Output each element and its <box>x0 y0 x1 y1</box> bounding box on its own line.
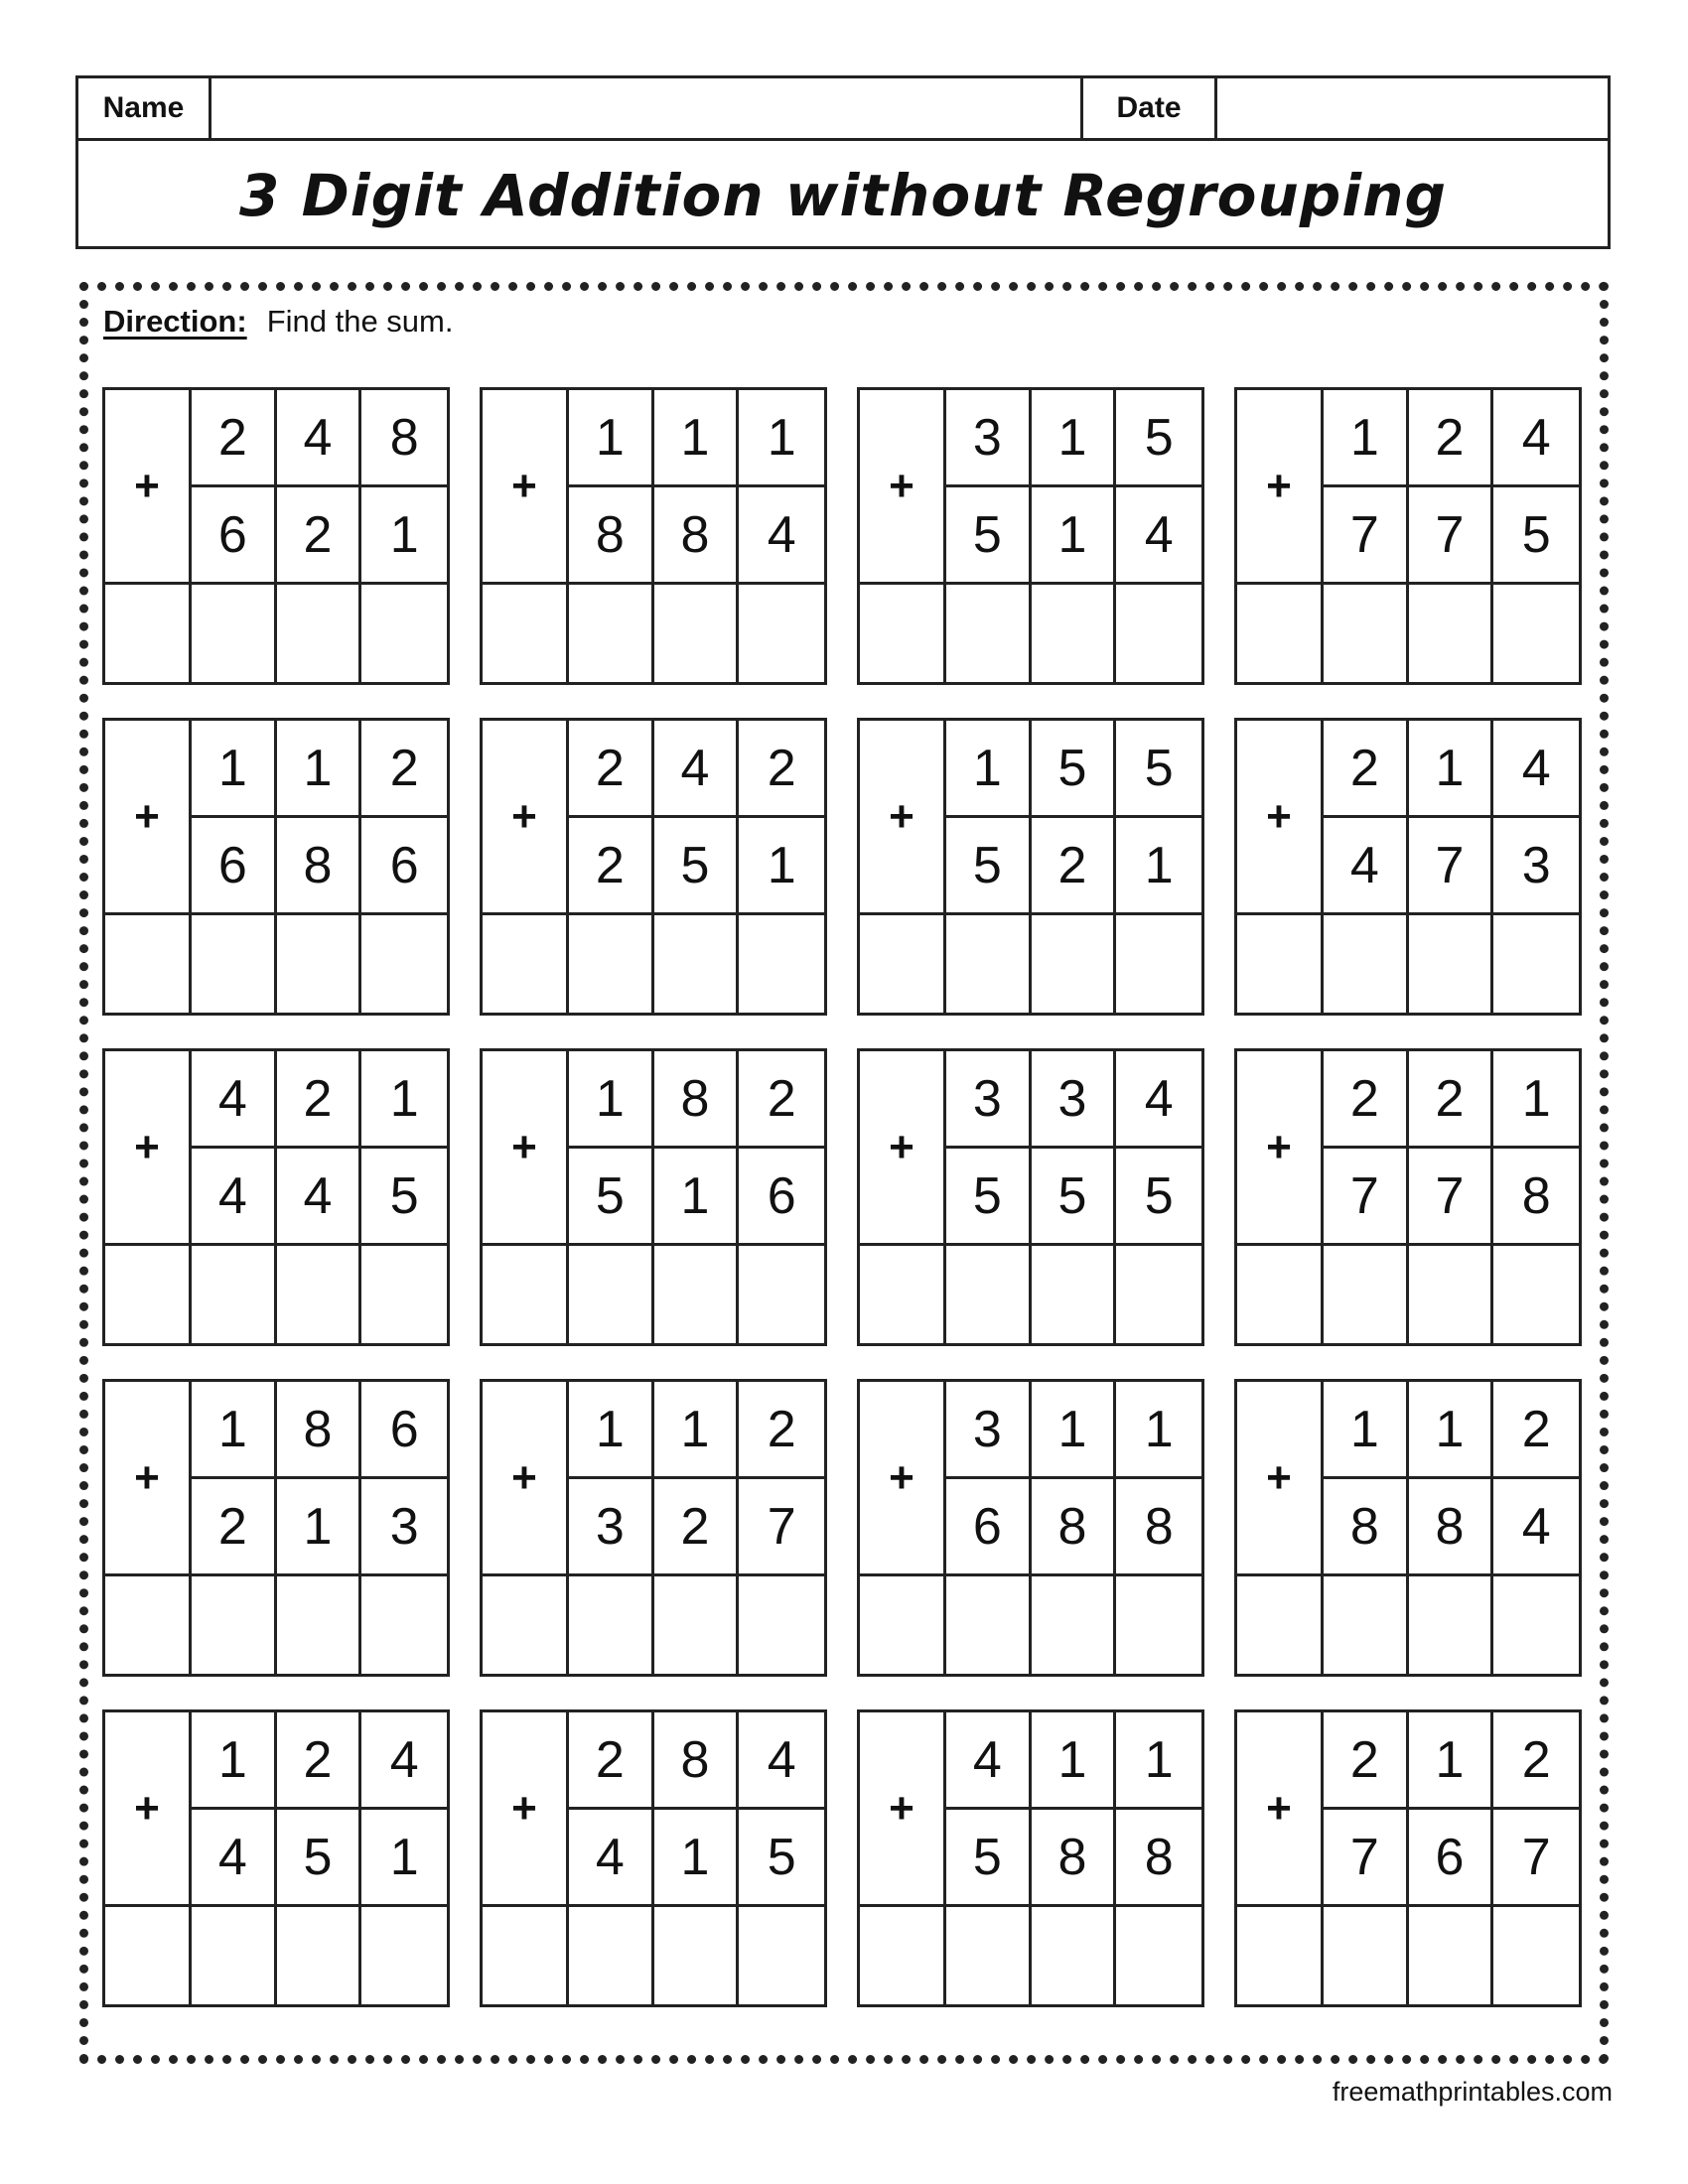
bottom-digit: 7 <box>1409 487 1494 585</box>
bottom-digit: 7 <box>1409 1149 1494 1246</box>
top-digit: 1 <box>569 1382 654 1479</box>
answer-cell[interactable] <box>654 1907 740 2004</box>
name-label: Name <box>78 78 211 138</box>
bottom-digit: 5 <box>1493 487 1579 585</box>
top-digit: 1 <box>1409 721 1494 818</box>
top-digit: 1 <box>1324 1382 1409 1479</box>
bottom-digit: 5 <box>654 818 740 915</box>
top-digit: 1 <box>946 721 1032 818</box>
answer-cell[interactable] <box>1237 1907 1324 2004</box>
bottom-digit: 4 <box>192 1810 277 1907</box>
bottom-digit: 8 <box>1032 1810 1117 1907</box>
bottom-digit: 8 <box>654 487 740 585</box>
answer-cell[interactable] <box>860 585 946 682</box>
answer-cell[interactable] <box>1032 1907 1117 2004</box>
answer-cell[interactable] <box>1116 1576 1201 1674</box>
name-field[interactable] <box>211 78 1083 138</box>
plus-sign: + <box>105 390 192 585</box>
top-digit: 1 <box>569 1051 654 1149</box>
top-digit: 1 <box>1032 1712 1117 1810</box>
bottom-digit: 7 <box>1324 1149 1409 1246</box>
answer-cell[interactable] <box>192 1246 277 1343</box>
answer-cell[interactable] <box>192 585 277 682</box>
bottom-digit: 7 <box>1324 487 1409 585</box>
plus-sign: + <box>860 1051 946 1246</box>
answer-cell[interactable] <box>1237 915 1324 1013</box>
problem-box <box>857 1048 1204 1346</box>
top-digit: 1 <box>1493 1051 1579 1149</box>
answer-cell[interactable] <box>1493 585 1579 682</box>
bottom-digit: 3 <box>569 1479 654 1576</box>
problem-box <box>102 718 450 1016</box>
answer-cell[interactable] <box>654 585 740 682</box>
bottom-digit: 5 <box>1032 1149 1117 1246</box>
bottom-digit: 5 <box>361 1149 447 1246</box>
plus-sign: + <box>105 1712 192 1907</box>
answer-cell[interactable] <box>361 1907 447 2004</box>
plus-sign: + <box>1237 721 1324 915</box>
header-row <box>78 78 1608 141</box>
bottom-digit: 6 <box>361 818 447 915</box>
answer-cell[interactable] <box>739 1907 824 2004</box>
top-digit: 2 <box>1324 1051 1409 1149</box>
answer-cell[interactable] <box>1409 1576 1494 1674</box>
top-digit: 8 <box>277 1382 362 1479</box>
direction-text: Find the sum. <box>266 304 454 339</box>
top-digit: 2 <box>569 1712 654 1810</box>
top-digit: 3 <box>1032 1051 1117 1149</box>
plus-sign: + <box>860 390 946 585</box>
answer-cell[interactable] <box>1324 1246 1409 1343</box>
top-digit: 6 <box>361 1382 447 1479</box>
top-digit: 1 <box>361 1051 447 1149</box>
bottom-digit: 2 <box>277 487 362 585</box>
answer-cell[interactable] <box>946 1246 1032 1343</box>
problem-box <box>1234 387 1582 685</box>
top-digit: 8 <box>361 390 447 487</box>
answer-cell[interactable] <box>1493 915 1579 1013</box>
bottom-digit: 4 <box>569 1810 654 1907</box>
plus-sign: + <box>1237 390 1324 585</box>
bottom-digit: 2 <box>1032 818 1117 915</box>
bottom-digit: 7 <box>1324 1810 1409 1907</box>
top-digit: 2 <box>739 721 824 818</box>
plus-sign: + <box>483 390 569 585</box>
header-table <box>75 75 1611 249</box>
bottom-digit: 6 <box>192 487 277 585</box>
plus-sign: + <box>483 1051 569 1246</box>
top-digit: 1 <box>192 721 277 818</box>
answer-cell[interactable] <box>277 1907 362 2004</box>
bottom-digit: 1 <box>654 1810 740 1907</box>
bottom-digit: 4 <box>1324 818 1409 915</box>
top-digit: 2 <box>1493 1712 1579 1810</box>
bottom-digit: 1 <box>739 818 824 915</box>
top-digit: 2 <box>1493 1382 1579 1479</box>
answer-cell[interactable] <box>946 1576 1032 1674</box>
answer-cell[interactable] <box>1116 1907 1201 2004</box>
answer-cell[interactable] <box>1409 915 1494 1013</box>
bottom-digit: 6 <box>946 1479 1032 1576</box>
answer-cell[interactable] <box>483 1907 569 2004</box>
bottom-digit: 1 <box>361 487 447 585</box>
answer-cell[interactable] <box>860 1907 946 2004</box>
answer-cell[interactable] <box>105 1246 192 1343</box>
bottom-digit: 1 <box>361 1810 447 1907</box>
plus-sign: + <box>860 721 946 915</box>
answer-cell[interactable] <box>1493 1576 1579 1674</box>
bottom-digit: 1 <box>277 1479 362 1576</box>
bottom-digit: 8 <box>1493 1149 1579 1246</box>
top-digit: 1 <box>277 721 362 818</box>
answer-cell[interactable] <box>1116 915 1201 1013</box>
answer-cell[interactable] <box>860 1246 946 1343</box>
answer-cell[interactable] <box>1324 1907 1409 2004</box>
bottom-digit: 1 <box>654 1149 740 1246</box>
problem-box <box>480 1048 827 1346</box>
footer-website: freemathprintables.com <box>1332 2077 1613 2107</box>
answer-cell[interactable] <box>192 1576 277 1674</box>
answer-cell[interactable] <box>192 915 277 1013</box>
top-digit: 2 <box>1324 1712 1409 1810</box>
answer-cell[interactable] <box>1237 585 1324 682</box>
top-digit: 5 <box>1116 721 1201 818</box>
answer-cell[interactable] <box>1237 1246 1324 1343</box>
top-digit: 2 <box>361 721 447 818</box>
top-digit: 1 <box>1116 1382 1201 1479</box>
answer-cell[interactable] <box>192 1907 277 2004</box>
answer-cell[interactable] <box>483 585 569 682</box>
top-digit: 1 <box>1116 1712 1201 1810</box>
answer-cell[interactable] <box>277 1576 362 1674</box>
answer-cell[interactable] <box>277 1246 362 1343</box>
bottom-digit: 2 <box>569 818 654 915</box>
top-digit: 1 <box>192 1712 277 1810</box>
bottom-digit: 2 <box>654 1479 740 1576</box>
plus-sign: + <box>1237 1712 1324 1907</box>
plus-sign: + <box>1237 1382 1324 1576</box>
answer-cell[interactable] <box>361 585 447 682</box>
answer-cell[interactable] <box>277 585 362 682</box>
bottom-digit: 7 <box>1493 1810 1579 1907</box>
problem-box <box>857 718 1204 1016</box>
answer-cell[interactable] <box>1032 1246 1117 1343</box>
plus-sign: + <box>1237 1051 1324 1246</box>
top-digit: 1 <box>739 390 824 487</box>
answer-cell[interactable] <box>483 1576 569 1674</box>
bottom-digit: 6 <box>1409 1810 1494 1907</box>
direction <box>103 304 454 340</box>
answer-cell[interactable] <box>946 585 1032 682</box>
top-digit: 1 <box>1032 1382 1117 1479</box>
answer-cell[interactable] <box>1409 1246 1494 1343</box>
answer-cell[interactable] <box>1237 1576 1324 1674</box>
top-digit: 2 <box>277 1712 362 1810</box>
problem-box <box>857 1379 1204 1677</box>
top-digit: 1 <box>654 1382 740 1479</box>
top-digit: 2 <box>569 721 654 818</box>
answer-cell[interactable] <box>739 1576 824 1674</box>
answer-cell[interactable] <box>483 1246 569 1343</box>
answer-cell[interactable] <box>361 1576 447 1674</box>
answer-cell[interactable] <box>1324 1576 1409 1674</box>
bottom-digit: 8 <box>569 487 654 585</box>
bottom-digit: 8 <box>1116 1810 1201 1907</box>
answer-cell[interactable] <box>1032 585 1117 682</box>
top-digit: 3 <box>946 1382 1032 1479</box>
top-digit: 2 <box>192 390 277 487</box>
title-row <box>78 141 1608 249</box>
answer-cell[interactable] <box>654 915 740 1013</box>
problem-box <box>480 387 827 685</box>
answer-cell[interactable] <box>361 1246 447 1343</box>
answer-cell[interactable] <box>860 1576 946 1674</box>
plus-sign: + <box>105 721 192 915</box>
bottom-digit: 5 <box>946 818 1032 915</box>
top-digit: 4 <box>654 721 740 818</box>
bottom-digit: 4 <box>1116 487 1201 585</box>
answer-cell[interactable] <box>277 915 362 1013</box>
bottom-digit: 1 <box>1032 487 1117 585</box>
top-digit: 1 <box>192 1382 277 1479</box>
bottom-digit: 5 <box>946 1810 1032 1907</box>
top-digit: 2 <box>1409 390 1494 487</box>
answer-cell[interactable] <box>105 585 192 682</box>
problem-box <box>102 1709 450 2007</box>
answer-cell[interactable] <box>569 915 654 1013</box>
answer-cell[interactable] <box>1409 1907 1494 2004</box>
top-digit: 4 <box>1116 1051 1201 1149</box>
answer-cell[interactable] <box>654 1246 740 1343</box>
answer-cell[interactable] <box>105 1907 192 2004</box>
bottom-digit: 7 <box>1409 818 1494 915</box>
date-field[interactable] <box>1217 78 1608 138</box>
bottom-digit: 4 <box>192 1149 277 1246</box>
top-digit: 2 <box>1324 721 1409 818</box>
top-digit: 3 <box>946 390 1032 487</box>
problem-box <box>102 1048 450 1346</box>
top-digit: 1 <box>654 390 740 487</box>
top-digit: 5 <box>1032 721 1117 818</box>
answer-cell[interactable] <box>569 1907 654 2004</box>
top-digit: 1 <box>1324 390 1409 487</box>
plus-sign: + <box>105 1382 192 1576</box>
problem-box <box>102 1379 450 1677</box>
top-digit: 4 <box>1493 390 1579 487</box>
answer-cell[interactable] <box>1409 585 1494 682</box>
problem-grid <box>102 387 1582 2009</box>
top-digit: 1 <box>1409 1382 1494 1479</box>
top-digit: 2 <box>739 1051 824 1149</box>
top-digit: 2 <box>1409 1051 1494 1149</box>
bottom-digit: 8 <box>1409 1479 1494 1576</box>
bottom-digit: 4 <box>277 1149 362 1246</box>
bottom-digit: 5 <box>739 1810 824 1907</box>
bottom-digit: 5 <box>1116 1149 1201 1246</box>
answer-cell[interactable] <box>1324 585 1409 682</box>
answer-cell[interactable] <box>1116 1246 1201 1343</box>
answer-cell[interactable] <box>860 915 946 1013</box>
answer-cell[interactable] <box>569 1246 654 1343</box>
problem-box <box>480 718 827 1016</box>
top-digit: 4 <box>361 1712 447 1810</box>
answer-cell[interactable] <box>946 1907 1032 2004</box>
bottom-digit: 5 <box>277 1810 362 1907</box>
bottom-digit: 4 <box>739 487 824 585</box>
answer-cell[interactable] <box>946 915 1032 1013</box>
answer-cell[interactable] <box>569 1576 654 1674</box>
bottom-digit: 6 <box>192 818 277 915</box>
top-digit: 1 <box>1032 390 1117 487</box>
problem-box <box>1234 1709 1582 2007</box>
bottom-digit: 8 <box>1324 1479 1409 1576</box>
top-digit: 4 <box>192 1051 277 1149</box>
bottom-digit: 5 <box>569 1149 654 1246</box>
problem-box <box>1234 1048 1582 1346</box>
answer-cell[interactable] <box>1493 1907 1579 2004</box>
plus-sign: + <box>483 1382 569 1576</box>
top-digit: 4 <box>946 1712 1032 1810</box>
top-digit: 3 <box>946 1051 1032 1149</box>
top-digit: 8 <box>654 1712 740 1810</box>
top-digit: 5 <box>1116 390 1201 487</box>
bottom-digit: 4 <box>1493 1479 1579 1576</box>
bottom-digit: 8 <box>1116 1479 1201 1576</box>
problem-box <box>480 1709 827 2007</box>
problem-box <box>102 387 450 685</box>
answer-cell[interactable] <box>1116 585 1201 682</box>
bottom-digit: 6 <box>739 1149 824 1246</box>
bottom-digit: 8 <box>277 818 362 915</box>
top-digit: 2 <box>277 1051 362 1149</box>
problem-box <box>1234 718 1582 1016</box>
plus-sign: + <box>105 1051 192 1246</box>
top-digit: 4 <box>277 390 362 487</box>
problem-box <box>857 387 1204 685</box>
plus-sign: + <box>483 1712 569 1907</box>
answer-cell[interactable] <box>361 915 447 1013</box>
plus-sign: + <box>860 1712 946 1907</box>
problem-box <box>857 1709 1204 2007</box>
answer-cell[interactable] <box>654 1576 740 1674</box>
answer-cell[interactable] <box>739 915 824 1013</box>
worksheet-title: 3 Digit Addition without Regrouping <box>239 161 1447 229</box>
top-digit: 8 <box>654 1051 740 1149</box>
top-digit: 1 <box>1409 1712 1494 1810</box>
answer-cell[interactable] <box>1032 1576 1117 1674</box>
answer-cell[interactable] <box>1032 915 1117 1013</box>
problem-box <box>480 1379 827 1677</box>
bottom-digit: 2 <box>192 1479 277 1576</box>
top-digit: 2 <box>739 1382 824 1479</box>
bottom-digit: 5 <box>946 487 1032 585</box>
answer-cell[interactable] <box>569 585 654 682</box>
bottom-digit: 7 <box>739 1479 824 1576</box>
problem-box <box>1234 1379 1582 1677</box>
plus-sign: + <box>483 721 569 915</box>
answer-cell[interactable] <box>105 1576 192 1674</box>
answer-cell[interactable] <box>739 1246 824 1343</box>
direction-label: Direction: <box>103 304 247 339</box>
top-digit: 4 <box>739 1712 824 1810</box>
bottom-digit: 3 <box>361 1479 447 1576</box>
plus-sign: + <box>860 1382 946 1576</box>
answer-cell[interactable] <box>1493 1246 1579 1343</box>
answer-cell[interactable] <box>739 585 824 682</box>
answer-cell[interactable] <box>105 915 192 1013</box>
answer-cell[interactable] <box>1324 915 1409 1013</box>
top-digit: 1 <box>569 390 654 487</box>
top-digit: 4 <box>1493 721 1579 818</box>
bottom-digit: 3 <box>1493 818 1579 915</box>
bottom-digit: 5 <box>946 1149 1032 1246</box>
date-label: Date <box>1083 78 1217 138</box>
bottom-digit: 8 <box>1032 1479 1117 1576</box>
bottom-digit: 1 <box>1116 818 1201 915</box>
answer-cell[interactable] <box>483 915 569 1013</box>
